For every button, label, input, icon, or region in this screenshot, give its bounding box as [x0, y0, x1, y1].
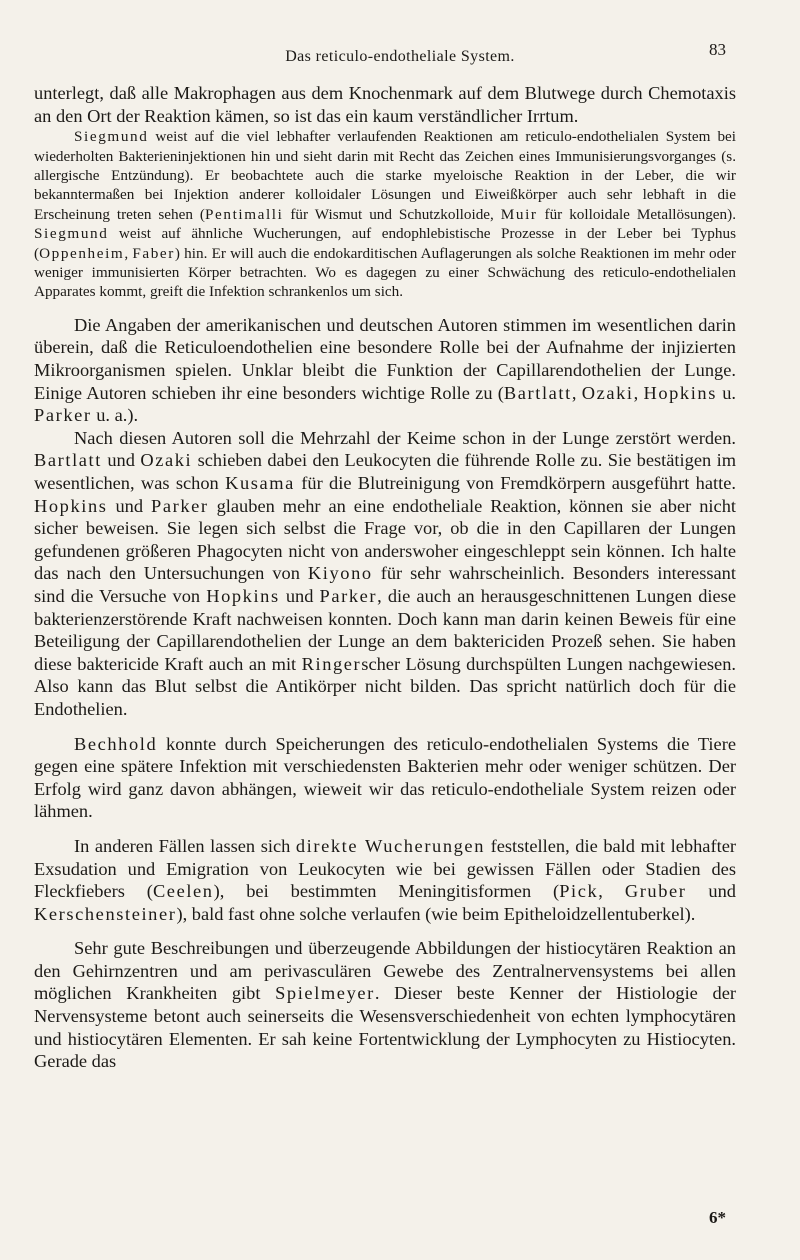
spaced-name: Faber [132, 244, 175, 262]
spaced-name: Siegmund [34, 225, 109, 243]
text-run: u. [716, 382, 736, 403]
text-run: ) hin. Er will auch die endokarditischen Auflagerungen als solche Reaktionen im mehr oder weniger immunisierten Körper betrachten. Wo es dagegen zu einer Schwächung des reticulo-endothelialen Apparates kommt, greift die Infektion schrankenlos um sich. [34, 244, 736, 301]
paragraph [34, 937, 736, 1073]
page-body [34, 82, 736, 1073]
text-run: für Wismut und Schutzkolloide, [283, 205, 501, 223]
paragraph [34, 835, 736, 925]
spaced-name: Bartlatt [503, 382, 572, 403]
spaced-name: Parker [34, 405, 92, 426]
text-run: , [598, 881, 625, 902]
spaced-name: Hopkins [643, 382, 717, 403]
text-run: für die Blutreinigung von Fremdkörpern ausgeführt hatte. [294, 473, 736, 493]
paragraph [34, 314, 736, 427]
spaced-name: Parker [151, 495, 209, 516]
text-run: für kolloidale Metallösungen). [537, 205, 736, 223]
text-run: Die Angaben der amerikanischen und deutschen Autoren stimmen im wesentlichen darin überein, daß die Reticuloendothelien eine besondere Rolle bei der Aufnahme der injizierten Mikroorganismen spielen. Unklar bleibt die Funktion der Capillarendothelien der Lunge. Einige Autoren schieben ihr eine besonders wichtige Rolle zu ( [34, 314, 736, 403]
text-run: u. a.). [91, 405, 139, 426]
text-run: . Dieser beste Kenner der Histiologie der Nervensysteme betont auch seinerseits die Wesensverschiedenheit von echten lymphocytären und histiocytären Elementen. Er sah keine Fortentwicklung der Lymphocyten zu Histiocyten. Gerade das [34, 983, 736, 1072]
spaced-name: Kerschensteiner [34, 903, 177, 924]
paragraph [34, 82, 736, 127]
spaced-name: direkte Wucherungen [295, 835, 485, 856]
spaced-name: Ozaki [140, 450, 193, 471]
spaced-name: Hopkins [34, 495, 108, 516]
page-number: 83 [709, 40, 726, 59]
spaced-name: Ozaki [581, 382, 634, 403]
running-title: Das reticulo-endotheliale System. [285, 48, 515, 65]
text-run: konnte durch Speicherungen des reticulo-endothelialen Systems die Tiere gegen eine spätere Infektion mit verschiedensten Bakterien mehr oder weniger schützen. Der Erfolg wird ganz davon abhängen, wieweit wir das reticulo-endotheliale System reizen oder lähmen. [34, 733, 736, 822]
text-run: schieben dabei den Leukocyten die führende Rolle zu. Sie bestätigen im wesentlichen, was schon [34, 450, 736, 493]
spaced-name: Bechhold [74, 733, 158, 754]
spaced-name: Kusama [225, 473, 295, 493]
text-run: für sehr wahrscheinlich. Besonders interessant sind die Versuche von [34, 563, 736, 606]
text-run: ), bald fast ohne solche verlaufen (wie beim Epitheloidzellentuberkel). [176, 903, 696, 924]
spaced-name: Ceelen [152, 881, 214, 902]
signature-mark: 6* [709, 1208, 726, 1227]
text-run: unterlegt, daß alle Makrophagen aus dem Knochenmark auf dem Blutwege durch Chemotaxis an den Ort der Reaktion kämen, so ist das ein kaum verständlicher Irrtum. [34, 83, 736, 126]
text-run: Nach diesen Autoren soll die Mehrzahl der Keime schon in der Lunge zerstört werden. [74, 427, 736, 448]
spaced-name: Spielmeyer [275, 983, 375, 1004]
spaced-name: Kiyono [307, 563, 373, 584]
text-run: und [279, 585, 320, 606]
spaced-name: Siegmund [74, 128, 149, 146]
spaced-name: Pentimalli [204, 205, 284, 223]
spaced-name: Oppenheim [39, 244, 125, 262]
text-run: , [571, 382, 582, 403]
text-run: weist auf die viel lebhafter verlaufenden Reaktionen am reticulo-endothelialen System bei wiederholten Bakterieninjektionen hin und sieht darin mit Recht das Zeichen eines Immunisierungsvorganges (s. allergische Entzündung). Er beobachtete auch die starke myeloische Reaktion in der Leber, die wir bekanntermaßen bei Injektion anderer kolloidaler Lösungen und Eiweißkörper auch sehr lebhaft in die Erscheinung treten sehen ( [34, 128, 736, 223]
text-run: ), bei bestimmten Meningitisformen ( [213, 881, 560, 902]
text-run: und [107, 495, 152, 516]
text-run: feststellen, die bald mit lebhafter Exsudation und Emigration von Leukocyten wie bei gewissen Fällen oder Stadien des Fleckfiebers ( [34, 835, 736, 902]
text-run: und [686, 881, 736, 902]
text-run: , [633, 382, 644, 403]
text-run: , [124, 244, 133, 262]
spaced-name: Bartlatt [34, 450, 102, 471]
spaced-name: Parker [319, 585, 378, 606]
text-run: Sehr gute Beschreibungen und überzeugende Abbildungen der histiocytären Reaktion an den Gehirnzentren und am perivasculären Gewebe des Zentralnervensystems bei allen möglichen Krankheiten gibt [34, 938, 736, 1004]
spaced-name: Muir [500, 205, 538, 223]
small-print-paragraph [34, 127, 736, 302]
spaced-name: Hopkins [206, 585, 280, 606]
paragraph [34, 427, 736, 721]
text-run: und [101, 450, 141, 471]
paragraph [34, 733, 736, 823]
text-run: , die auch an herausgeschnittenen Lungen diese bakterienzerstörende Kraft nachweisen konnten. Doch kann man darin keinen Beweis für eine Beteiligung der Capillarendothelien der Lunge an dem baktericiden Prozeß sehen. Sie haben diese baktericide Kraft auch an mit [34, 585, 736, 674]
text-run: scher Lösung durchspülten Lungen nachgewiesen. Also kann das Blut selbst die Antikörper nicht bilden. Das spricht natürlich doch für die Endothelien. [34, 653, 736, 719]
text-run: glauben mehr an eine endotheliale Reaktion, können sie aber nicht sicher beweisen. Sie legen sich selbst die Frage vor, ob die in den Capillaren der Lungen gefundenen größeren Phagocyten nicht von anderswoher eingeschleppt sein können. Ich halte das nach den Untersuchungen von [34, 495, 736, 584]
spaced-name: Pick [559, 881, 599, 902]
spaced-name: Ringer [301, 653, 362, 674]
text-run: In anderen Fällen lassen sich [74, 835, 296, 856]
text-run: weist auf ähnliche Wucherungen, auf endophlebistische Prozesse in der Leber bei Typhus ( [34, 225, 736, 262]
spaced-name: Gruber [624, 881, 687, 902]
